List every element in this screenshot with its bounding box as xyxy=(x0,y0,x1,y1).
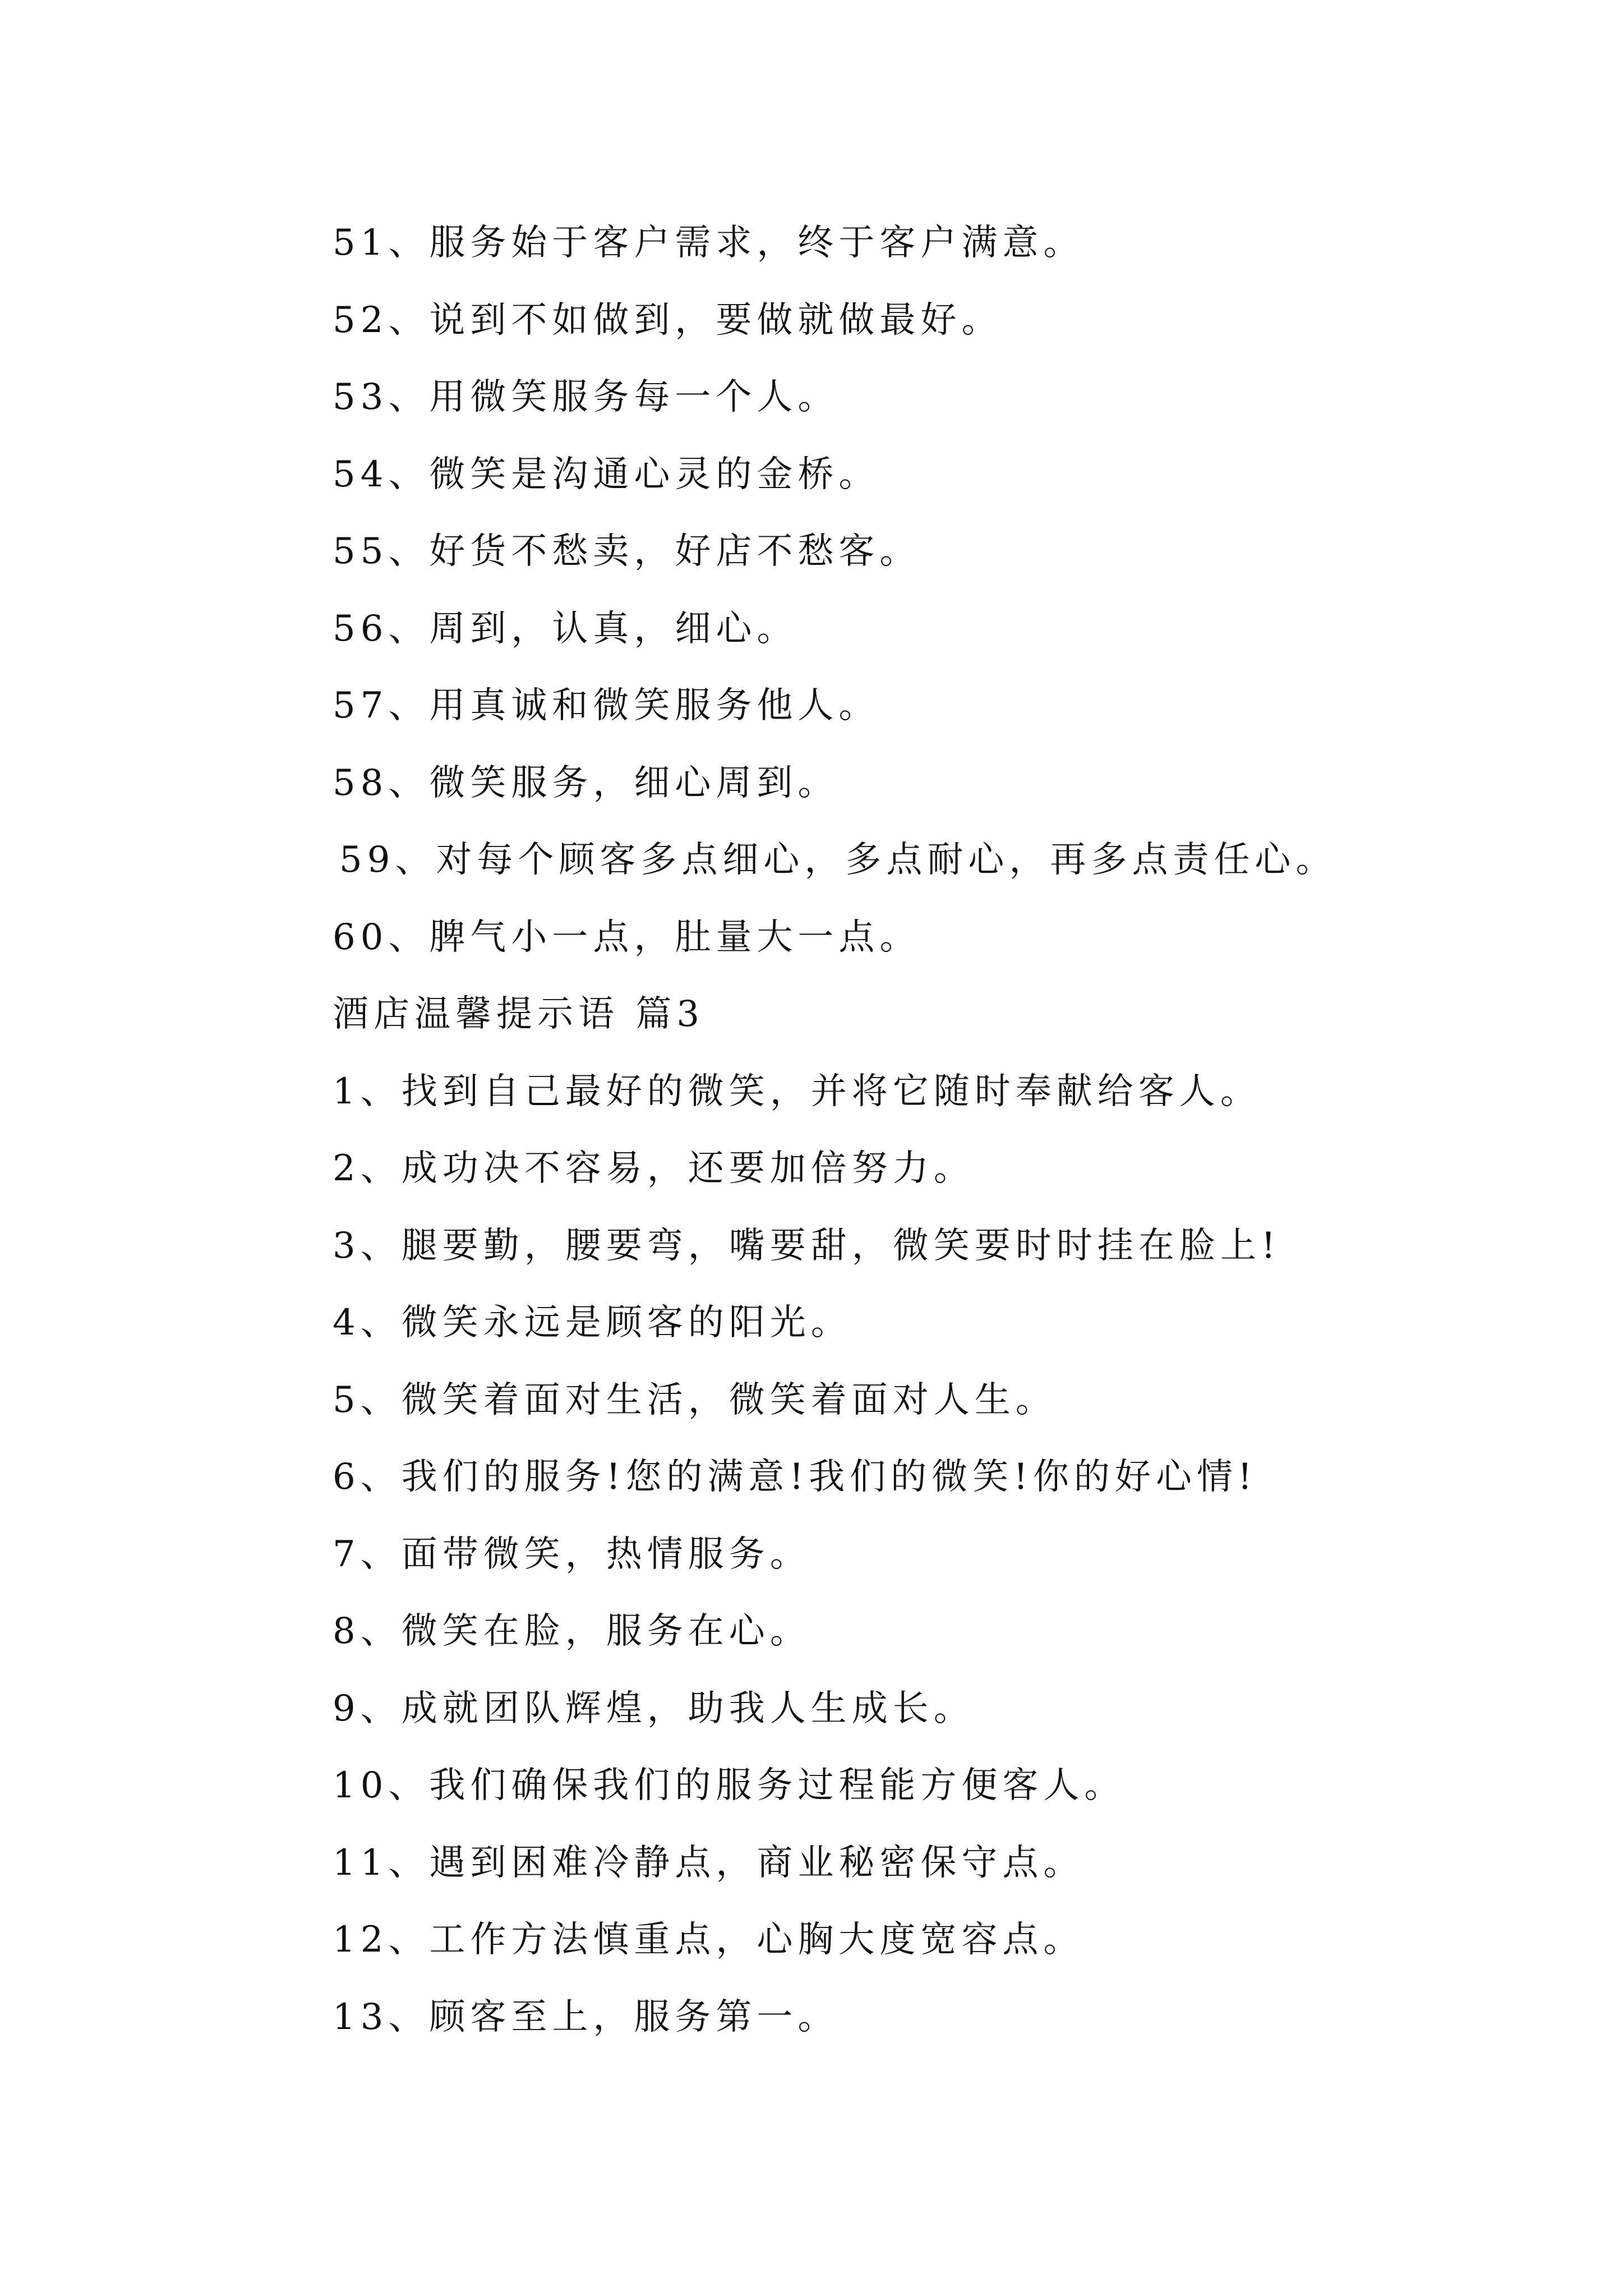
slogan-line-58: 58、微笑服务，细心周到。 xyxy=(333,762,839,804)
slogan-line-60: 60、脾气小一点，肚量大一点。 xyxy=(333,916,921,958)
slogan-line-2: 2、成功决不容易，还要加倍努力。 xyxy=(333,1148,975,1189)
slogan-line-12: 12、工作方法慎重点，心胸大度宽容点。 xyxy=(333,1919,1085,1961)
slogan-line-5: 5、微笑着面对生活，微笑着面对人生。 xyxy=(333,1379,1057,1421)
slogan-line-53: 53、用微笑服务每一个人。 xyxy=(333,376,839,418)
slogan-line-51: 51、服务始于客户需求，终于客户满意。 xyxy=(333,222,1085,264)
slogan-line-13: 13、顾客至上，服务第一。 xyxy=(333,1996,839,2038)
slogan-line-11: 11、遇到困难冷静点，商业秘密保守点。 xyxy=(333,1842,1085,1884)
slogan-line-57: 57、用真诚和微笑服务他人。 xyxy=(333,685,880,726)
slogan-line-54: 54、微笑是沟通心灵的金桥。 xyxy=(333,453,880,495)
slogan-line-3: 3、腿要勤，腰要弯，嘴要甜，微笑要时时挂在脸上! xyxy=(333,1225,1281,1267)
slogan-line-56: 56、周到，认真，细心。 xyxy=(333,608,798,650)
slogan-line-6: 6、我们的服务!您的满意!我们的微笑!你的好心情! xyxy=(333,1456,1257,1498)
slogan-line-7: 7、面带微笑，热情服务。 xyxy=(333,1533,811,1575)
text-body xyxy=(333,205,1538,2056)
slogan-line-9: 9、成就团队辉煌，助我人生成长。 xyxy=(333,1687,975,1729)
slogan-line-10: 10、我们确保我们的服务过程能方便客人。 xyxy=(333,1765,1126,1806)
slogan-line-8: 8、微笑在脸，服务在心。 xyxy=(333,1611,811,1652)
slogan-line-59: 59、对每个顾客多点细心，多点耐心，再多点责任心。 xyxy=(339,839,1337,881)
slogan-line-4: 4、微笑永远是顾客的阳光。 xyxy=(333,1302,852,1343)
slogan-line-1: 1、找到自己最好的微笑，并将它随时奉献给客人。 xyxy=(333,1070,1261,1112)
slogan-line-55: 55、好货不愁卖，好店不愁客。 xyxy=(333,531,921,572)
section-heading: 酒店温馨提示语 篇3 xyxy=(333,993,705,1035)
slogan-line-52: 52、说到不如做到，要做就做最好。 xyxy=(333,299,1003,341)
